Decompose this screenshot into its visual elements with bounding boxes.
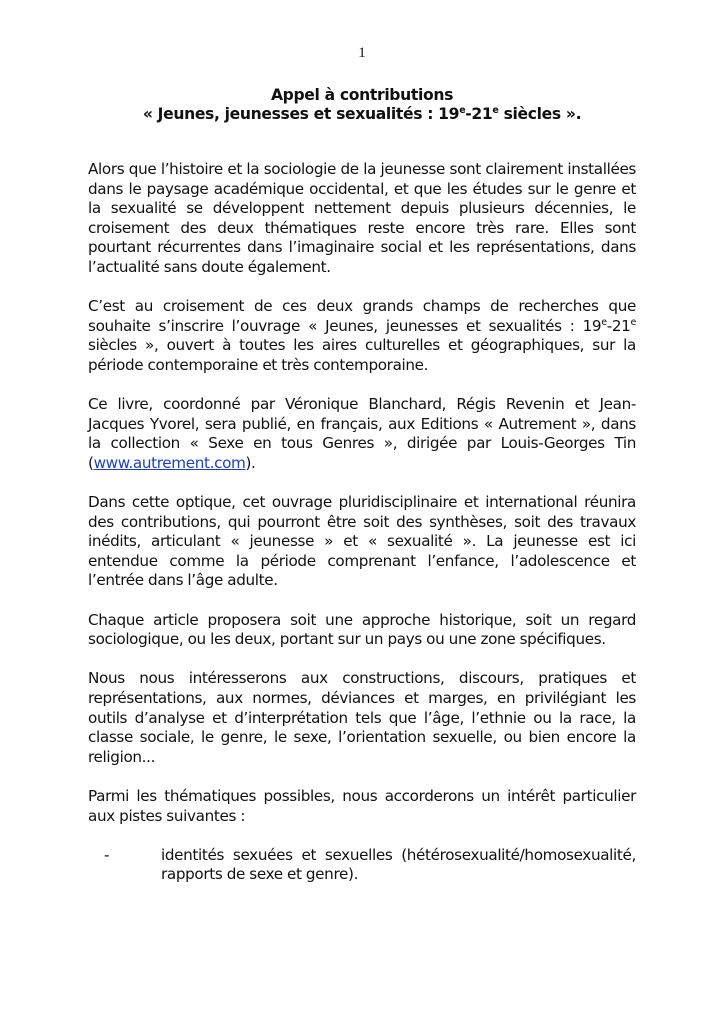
title-line-1: Appel à contributions: [270, 86, 454, 104]
bullet-item-1: [88, 846, 636, 885]
title-line-2: [88, 105, 636, 124]
paragraph-2-mid: -21: [606, 316, 631, 335]
bullet-text: identités sexuées et sexuelles (hétérosexualité/homosexualité, rapports de sexe et genre).: [161, 845, 636, 884]
paragraph-5: Chaque article proposera soit une approche historique, soit un regard sociologique, ou les deux, portant sur un pays ou une zone spécifiques.: [88, 610, 636, 649]
paragraph-3-end: ).: [245, 453, 256, 472]
paragraph-2: [88, 297, 636, 375]
title-line-2-mid: -21: [465, 105, 493, 123]
paragraph-7: Parmi les thématiques possibles, nous accorderons un intérêt particulier aux pistes suivantes :: [88, 787, 636, 825]
page-number: 1: [358, 45, 366, 61]
title-superscript-1: e: [459, 105, 466, 116]
document-body: [88, 160, 636, 885]
paragraph-3-start: Ce livre, coordonné par Véronique Blanchard, Régis Revenin et Jean-Jacques Yvorel, sera publié, en français, aux Editions « Autrement », dans la collection « Sexe en tous Genres », dirigée par Louis-Georges Tin (: [88, 395, 636, 472]
autrement-link[interactable]: www.autrement.com: [93, 453, 246, 472]
bullet-dash: -: [104, 845, 110, 864]
title-line-2-end: siècles ».: [498, 105, 582, 123]
paragraph-2-end: siècles », ouvert à toutes les aires culturelles et géographiques, sur la période contemporaine et très contemporaine.: [88, 336, 636, 374]
paragraph-1: Alors que l’histoire et la sociologie de la jeunesse sont clairement installées dans le paysage académique occidental, et que les études sur le genre et la sexualité se développent nettement depuis plusieurs décennies, le croisement des deux thématiques reste encore très rare. Elles sont pourtant récurrentes dans l’imaginaire social et les représentations, dans l’actualité sans doute également.: [88, 160, 636, 276]
paragraph-2-start: C’est au croisement de ces deux grands champs de recherches que souhaite s’inscrire l’ouvrage « Jeunes, jeunesses et sexualités : 19: [88, 297, 636, 335]
paragraph-2-superscript-1: e: [601, 316, 607, 328]
paragraph-3: [88, 395, 636, 473]
paragraph-4: Dans cette optique, cet ouvrage pluridisciplinaire et international réunira des contributions, qui pourront être soit des synthèses, soit des travaux inédits, articulant « jeunesse » et « sexualité ». La jeunesse est ici entendue comme la période comprenant l’enfance, l’adolescence et l’entrée dans l’âge adulte.: [88, 493, 636, 590]
title-line-2-start: « Jeunes, jeunesses et sexualités : 19: [142, 105, 460, 123]
title-superscript-2: e: [492, 105, 499, 116]
paragraph-6: Nous nous intéresserons aux constructions, discours, pratiques et représentations, aux normes, déviances et marges, en privilégiant les outils d’analyse et d’interprétation tels que l’âge, l’ethnie ou la race, la classe sociale, le genre, le sexe, l’orientation sexuelle, ou bien encore la religion...: [88, 669, 636, 766]
document-title: [88, 86, 636, 124]
paragraph-2-superscript-2: e: [630, 316, 636, 328]
